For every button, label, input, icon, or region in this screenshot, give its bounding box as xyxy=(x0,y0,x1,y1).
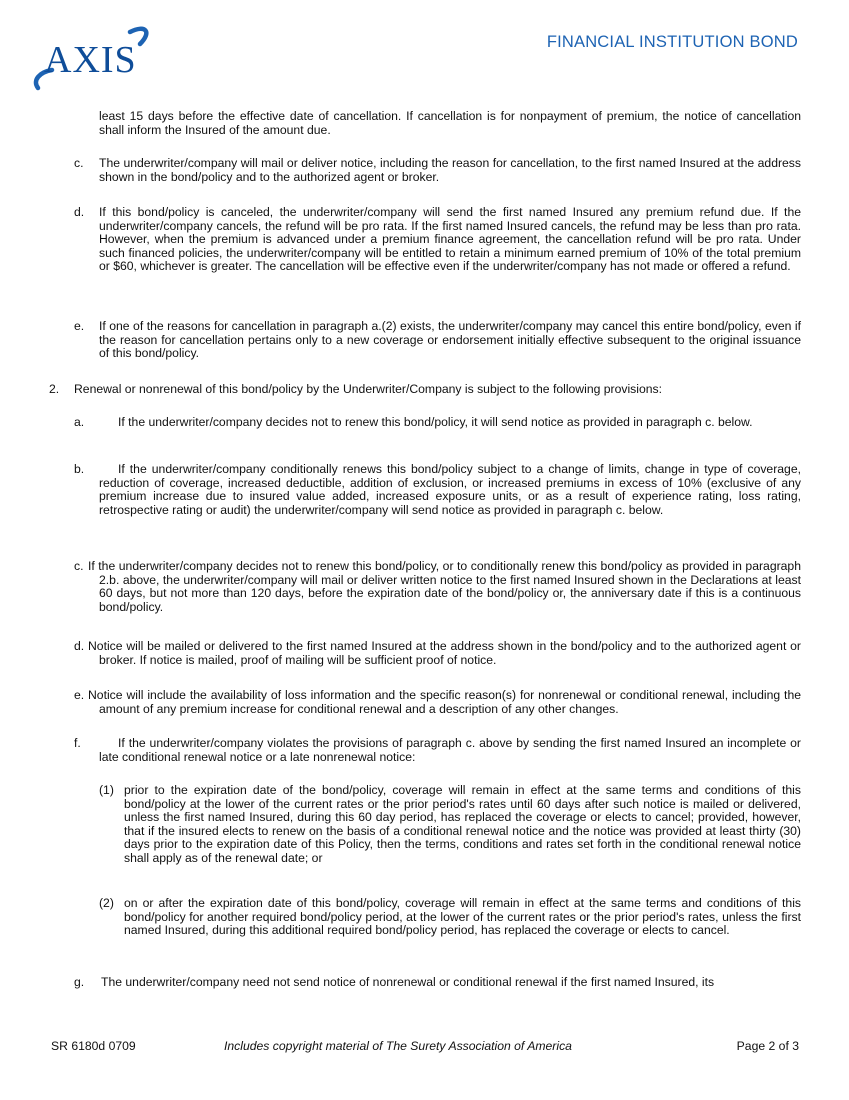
item-c-text: The underwriter/company will mail or deliver notice, including the reason for cancellation, to the first named Insured at the address shown in the bond/policy and to the authorized agent or broker. xyxy=(99,156,801,184)
item-c-label: c. xyxy=(74,156,84,170)
renewal-e-text: Notice will include the availability of loss information and the specific reason(s) for nonrenewal or conditional renewal, including the amount of any premium increase for conditional renewal and a description of any other changes. xyxy=(88,688,801,716)
item-e-text: If one of the reasons for cancellation in paragraph a.(2) exists, the underwriter/company may cancel this entire bond/policy, even if the reason for cancellation pertains only to a new coverage or endorsement initially effective subsequent to the original issuance of this bond/policy. xyxy=(99,319,801,361)
renewal-b-label: b. xyxy=(74,462,85,476)
copyright-notice: Includes copyright material of The Surety Association of America xyxy=(224,1039,572,1053)
section-2-label: 2. xyxy=(49,382,60,396)
axis-logo xyxy=(30,22,154,94)
renewal-f-text: If the underwriter/company violates the provisions of paragraph c. above by sending the first named Insured an incomplete or late conditional renewal notice or a late nonrenewal notice: xyxy=(99,736,801,764)
renewal-f2-label: (2) xyxy=(99,896,114,910)
renewal-b-text: If the underwriter/company conditionally renews this bond/policy subject to a change of limits, change in type of coverage, reduction of coverage, increased deductible, addition of exclusion, or increased premiums in excess of 10% (exclusive of any premium increase due to insured value added, increased exposure units, or as a result of experience rating, loss rating, retrospective rating or audit) the underwriter/company will send notice as provided in paragraph c. below. xyxy=(99,462,801,517)
renewal-f2-text: on or after the expiration date of this bond/policy, coverage will remain in effect at the same terms and conditions of this bond/policy for another required bond/policy period, at the lower of the current rates or the prior period's rates, unless the first named Insured, during this additional required bond/policy period, has replaced the coverage or elects to cancel. xyxy=(124,896,801,938)
renewal-f-label: f. xyxy=(74,736,81,750)
page-number: Page 2 of 3 xyxy=(736,1039,799,1053)
logo-text: AXIS xyxy=(44,39,137,81)
item-e-label: e. xyxy=(74,319,85,333)
renewal-f1-text: prior to the expiration date of the bond/policy, coverage will remain in effect at the same terms and conditions of this bond/policy at the lower of the current rates or the prior period's rates until 60 days after such notice is mailed or delivered, unless the first named Insured, during this 60 day period, has replaced the coverage or elects to cancel; provided, however, that if the insured elects to renew on the basis of a conditional renewal notice and the notice was provided at least thirty (30) days prior to the expiration date of this Policy, then the terms, conditions and rates set forth in the conditional renewal notice shall apply as of the renewal date; or xyxy=(124,783,801,865)
renewal-c-text: If the underwriter/company decides not to renew this bond/policy, or to conditionally renew this bond/policy as provided in paragraph 2.b. above, the underwriter/company will mail or deliver written notice to the first named Insured shown in the Declarations at least 60 days, but not more than 120 days, before the expiration date of the bond/policy or, the anniversary date if this is a continuous bond/policy. xyxy=(88,559,801,614)
renewal-c-label: c. xyxy=(74,559,84,573)
document-title: FINANCIAL INSTITUTION BOND xyxy=(546,33,798,51)
renewal-e-label: e. xyxy=(74,688,85,702)
renewal-g-text: The underwriter/company need not send notice of nonrenewal or conditional renewal if the first named Insured, its xyxy=(101,975,715,989)
renewal-a-text: If the underwriter/company decides not to renew this bond/policy, it will send notice as provided in paragraph c. below. xyxy=(118,415,753,429)
continuation-paragraph: least 15 days before the effective date of cancellation. If cancellation is for nonpayment of premium, the notice of cancellation shall inform the Insured of the amount due. xyxy=(99,109,801,137)
renewal-d-label: d. xyxy=(74,639,85,653)
renewal-a-label: a. xyxy=(74,415,85,429)
form-number: SR 6180d 0709 xyxy=(51,1039,136,1053)
section-2-text: Renewal or nonrenewal of this bond/policy by the Underwriter/Company is subject to the following provisions: xyxy=(74,382,663,396)
renewal-d-text: Notice will be mailed or delivered to the first named Insured at the address shown in the bond/policy and to the authorized agent or broker. If notice is mailed, proof of mailing will be sufficient proof of notice. xyxy=(88,639,801,667)
renewal-g-label: g. xyxy=(74,975,85,989)
item-d-text: If this bond/policy is canceled, the underwriter/company will send the first named Insured any premium refund due. If the underwriter/company cancels, the refund will be pro rata. If the first named Insured cancels, the refund may be less than pro rata. However, when the premium is advanced under a premium finance agreement, the cancellation refund will be pro rata. Under such financed policies, the underwriter/company will be entitled to retain a minimum earned premium of 10% of the total premium or $60, whichever is greater. The cancellation will be effective even if the underwriter/company has not made or offered a refund. xyxy=(99,205,801,274)
renewal-f1-label: (1) xyxy=(99,783,114,797)
item-d-label: d. xyxy=(74,205,85,219)
